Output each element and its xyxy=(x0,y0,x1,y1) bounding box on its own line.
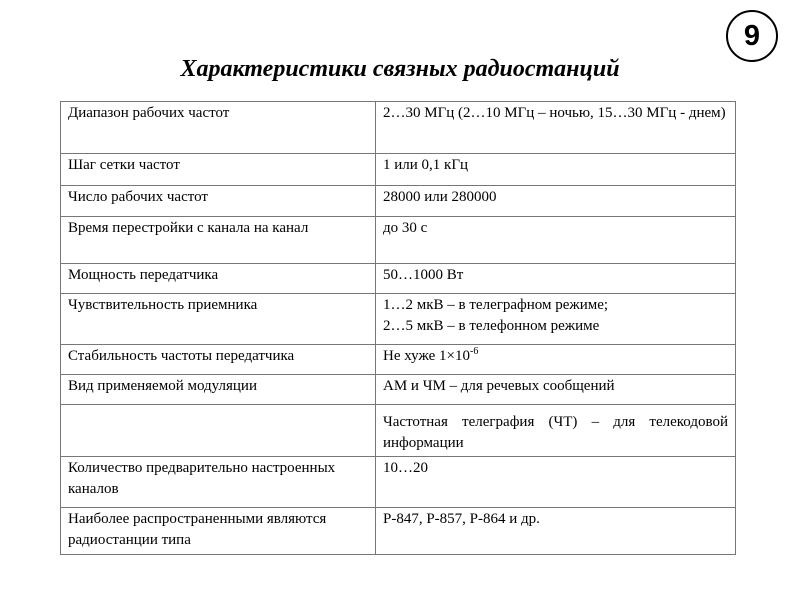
param-cell: Шаг сетки частот xyxy=(61,154,376,186)
param-cell: Мощность передатчика xyxy=(61,264,376,294)
param-cell: Время перестройки с канала на канал xyxy=(61,217,376,264)
slide-title: Характеристики связных радиостанций xyxy=(180,56,620,82)
table-row xyxy=(61,186,736,217)
param-cell: Наиболее распространенными являются радиостанции типа xyxy=(61,508,376,555)
value-cell: 2…30 МГц (2…10 МГц – ночью, 15…30 МГц - днем) xyxy=(376,102,736,154)
table-row xyxy=(61,345,736,375)
param-cell: Число рабочих частот xyxy=(61,186,376,217)
table-row xyxy=(61,102,736,154)
table-row xyxy=(61,375,736,405)
value-cell: АМ и ЧМ – для речевых сообщений xyxy=(376,375,736,405)
table-row xyxy=(61,294,736,345)
param-cell: Стабильность частоты передатчика xyxy=(61,345,376,375)
param-cell: Количество предварительно настроенных каналов xyxy=(61,457,376,508)
table-row xyxy=(61,405,736,457)
value-cell: 50…1000 Вт xyxy=(376,264,736,294)
value-cell: 10…20 xyxy=(376,457,736,508)
specifications-table xyxy=(60,101,736,555)
param-cell: Чувствительность приемника xyxy=(61,294,376,345)
slide-number-badge xyxy=(726,10,778,62)
value-cell xyxy=(376,294,736,345)
param-cell: Диапазон рабочих частот xyxy=(61,102,376,154)
table-row xyxy=(61,217,736,264)
param-cell xyxy=(61,405,376,457)
table-row xyxy=(61,154,736,186)
slide-number: 9 xyxy=(743,19,761,52)
value-cell: до 30 с xyxy=(376,217,736,264)
table-row xyxy=(61,264,736,294)
param-cell: Вид применяемой модуляции xyxy=(61,375,376,405)
value-line: 2…5 мкВ – в телефонном режиме xyxy=(383,318,600,334)
table-row xyxy=(61,508,736,555)
value-line: 1…2 мкВ – в телеграфном режиме; xyxy=(383,297,609,313)
value-cell: 28000 или 280000 xyxy=(376,186,736,217)
value-cell: Р-847, Р-857, Р-864 и др. xyxy=(376,508,736,555)
table-row xyxy=(61,457,736,508)
value-text: Не хуже 1×10 xyxy=(383,348,471,364)
value-exponent: -6 xyxy=(470,346,479,357)
value-cell xyxy=(376,345,736,375)
value-cell: Частотная телеграфия (ЧТ) – для телекодовой информации xyxy=(376,405,736,457)
value-cell: 1 или 0,1 кГц xyxy=(376,154,736,186)
